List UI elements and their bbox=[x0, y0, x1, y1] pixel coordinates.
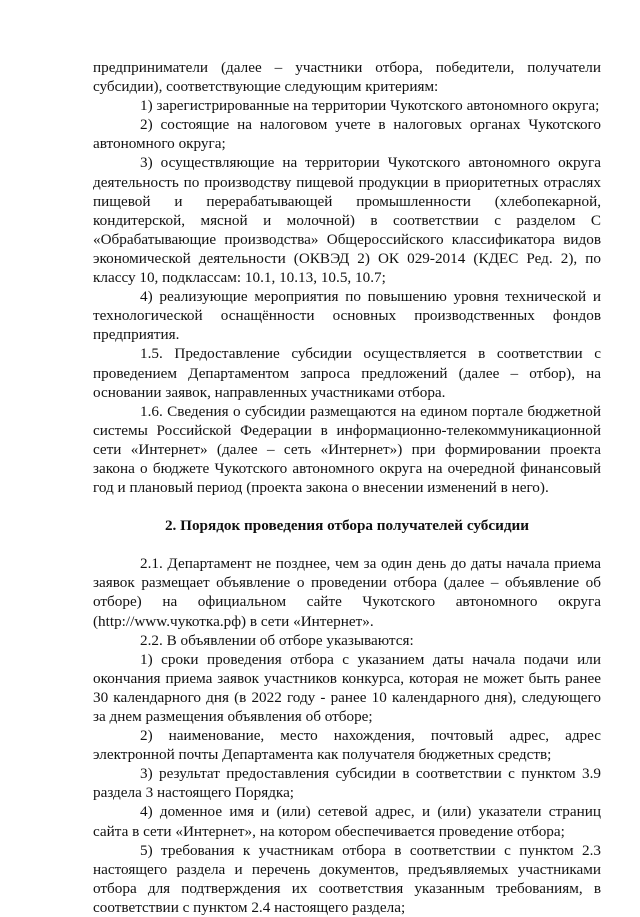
paragraph-2-1: 2.1. Департамент не позднее, чем за один день до даты начала приема заявок размещает объявление о проведении отбора (далее – объявление об отборе) на официальном сайте Чукотского автономного округа (http://www.чукотка.рф) в сети «Интернет». bbox=[93, 555, 601, 630]
announcement-item-1: 1) сроки проведения отбора с указанием даты начала подачи или окончания приема заявок участников конкурса, которая не может быть ранее 30 календарного дня (в 2022 году - ранее 10 календарного дня), следующего за днем размещения объявления об отборе; bbox=[93, 650, 601, 725]
announcement-item-4: 4) доменное имя и (или) сетевой адрес, и (или) указатели страниц сайта в сети «Интернет», на котором обеспечивается проведение отбора; bbox=[93, 803, 601, 840]
criterion-4: 4) реализующие мероприятия по повышению уровня технической и технологической оснащённости основных производственных фондов предприятия. bbox=[93, 288, 601, 344]
criterion-2: 2) состоящие на налоговом учете в налоговых органах Чукотского автономного округа; bbox=[93, 116, 601, 153]
criterion-1: 1) зарегистрированные на территории Чукотского автономного округа; bbox=[140, 97, 600, 115]
announcement-item-5: 5) требования к участникам отбора в соответствии с пунктом 2.3 настоящего раздела и перечень документов, предъявляемых участниками отбора для подтверждения их соответствия указанным требованиям, в соответствии с пунктом 2.4 настоящего раздела; bbox=[93, 841, 601, 916]
criterion-3: 3) осуществляющие на территории Чукотского автономного округа деятельность по производству пищевой продукции в приоритетных отраслях пищевой и перерабатывающей промышленности (хлебопекарной, кондитерской, мясной и молочной) в соответствии с разделом С «Обрабатывающие производства» Общероссийского классификатора видов экономической деятельности (ОКВЭД 2) ОК 029-2014 (КДЕС Ред. 2), по классу 10, подклассам: 10.1, 10.13, 10.5, 10.7; bbox=[93, 154, 601, 287]
document-page bbox=[93, 58, 601, 917]
paragraph-1-5: 1.5. Предоставление субсидии осуществляется в соответствии с проведением Департаментом запроса предложений (далее – отбор), на основании заявок, направленных участниками отбора. bbox=[93, 345, 601, 401]
paragraph-2-2: 2.2. В объявлении об отборе указываются: bbox=[140, 631, 414, 649]
intro-tail-paragraph: предприниматели (далее – участники отбора, победители, получатели субсидии), соответствующие следующим критериям: bbox=[93, 59, 601, 96]
announcement-item-3: 3) результат предоставления субсидии в соответствии с пунктом 3.9 раздела 3 настоящего Порядка; bbox=[93, 765, 601, 802]
paragraph-1-6: 1.6. Сведения о субсидии размещаются на едином портале бюджетной системы Российской Федерации в информационно-телекоммуникационной сети «Интернет» (далее – сеть «Интернет») при формировании проекта закона о бюджете Чукотского автономного округа на очередной финансовый год и плановый период (проекта закона о внесении изменений в него). bbox=[93, 402, 601, 497]
announcement-item-2: 2) наименование, место нахождения, почтовый адрес, адрес электронной почты Департамента как получателя бюджетных средств; bbox=[93, 727, 601, 764]
section-2-heading: 2. Порядок проведения отбора получателей субсидии bbox=[164, 517, 530, 535]
